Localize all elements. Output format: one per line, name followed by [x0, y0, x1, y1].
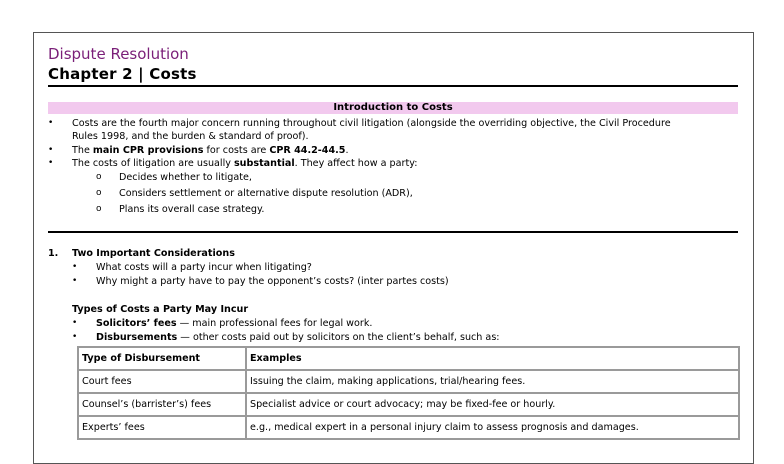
- bullet-icon: •: [72, 318, 78, 328]
- section-divider: [48, 231, 738, 233]
- intro-sub-item-2: Considers settlement or alternative dispute resolution (ADR),: [119, 188, 413, 199]
- bullet-icon: •: [72, 332, 78, 342]
- bullet-icon: •: [48, 118, 54, 128]
- section-title: Two Important Considerations: [72, 248, 235, 259]
- intro-sub-item-3: Plans its overall case strategy.: [119, 204, 265, 215]
- document-page: [33, 32, 754, 464]
- consideration-1: What costs will a party incur when litigating?: [96, 262, 312, 273]
- intro-bullet-1-line-2: Rules 1998, and the burden & standard of proof).: [72, 131, 309, 142]
- table-row: [78, 370, 739, 393]
- bullet-icon: •: [72, 276, 78, 286]
- sub-bullet-icon: o: [96, 172, 102, 182]
- intro-bullet-1-line-1: Costs are the fourth major concern running throughout civil litigation (alongside the overriding objective, the Civil Procedure: [72, 118, 671, 129]
- type-disbursements: Disbursements — other costs paid out by solicitors on the client’s behalf, such as:: [96, 332, 500, 343]
- section-number: 1.: [48, 248, 59, 259]
- sub-bullet-icon: o: [96, 188, 102, 198]
- intro-sub-item-1: Decides whether to litigate,: [119, 172, 252, 183]
- bullet-icon: •: [72, 262, 78, 272]
- table-header-cell: Examples: [246, 347, 739, 370]
- bullet-icon: •: [48, 145, 54, 155]
- table-cell: e.g., medical expert in a personal injury claim to assess prognosis and damages.: [246, 416, 739, 439]
- chapter-title: Chapter 2 | Costs: [48, 65, 197, 83]
- type-solicitors-fees: Solicitors’ fees — main professional fees for legal work.: [96, 318, 373, 329]
- consideration-2: Why might a party have to pay the opponent’s costs? (inter partes costs): [96, 276, 449, 287]
- table-header-cell: Type of Disbursement: [78, 347, 246, 370]
- sub-bullet-icon: o: [96, 204, 102, 214]
- table-cell: Counsel’s (barrister’s) fees: [78, 393, 246, 416]
- table-cell: Court fees: [78, 370, 246, 393]
- table-cell: Issuing the claim, making applications, trial/hearing fees.: [246, 370, 739, 393]
- table-row: [78, 416, 739, 439]
- table-row: [78, 393, 739, 416]
- table-header-row: [78, 347, 739, 370]
- table-cell: Experts’ fees: [78, 416, 246, 439]
- course-title: Dispute Resolution: [48, 45, 189, 63]
- intro-bullet-2: The main CPR provisions for costs are CPR 44.2-44.5.: [72, 145, 349, 156]
- types-title: Types of Costs a Party May Incur: [72, 304, 249, 315]
- disbursements-table: [77, 346, 740, 440]
- header-divider: [48, 85, 738, 87]
- intro-banner: Introduction to Costs: [48, 102, 738, 114]
- table-cell: Specialist advice or court advocacy; may be fixed-fee or hourly.: [246, 393, 739, 416]
- intro-bullet-3: The costs of litigation are usually substantial. They affect how a party:: [72, 158, 418, 169]
- bullet-icon: •: [48, 158, 54, 168]
